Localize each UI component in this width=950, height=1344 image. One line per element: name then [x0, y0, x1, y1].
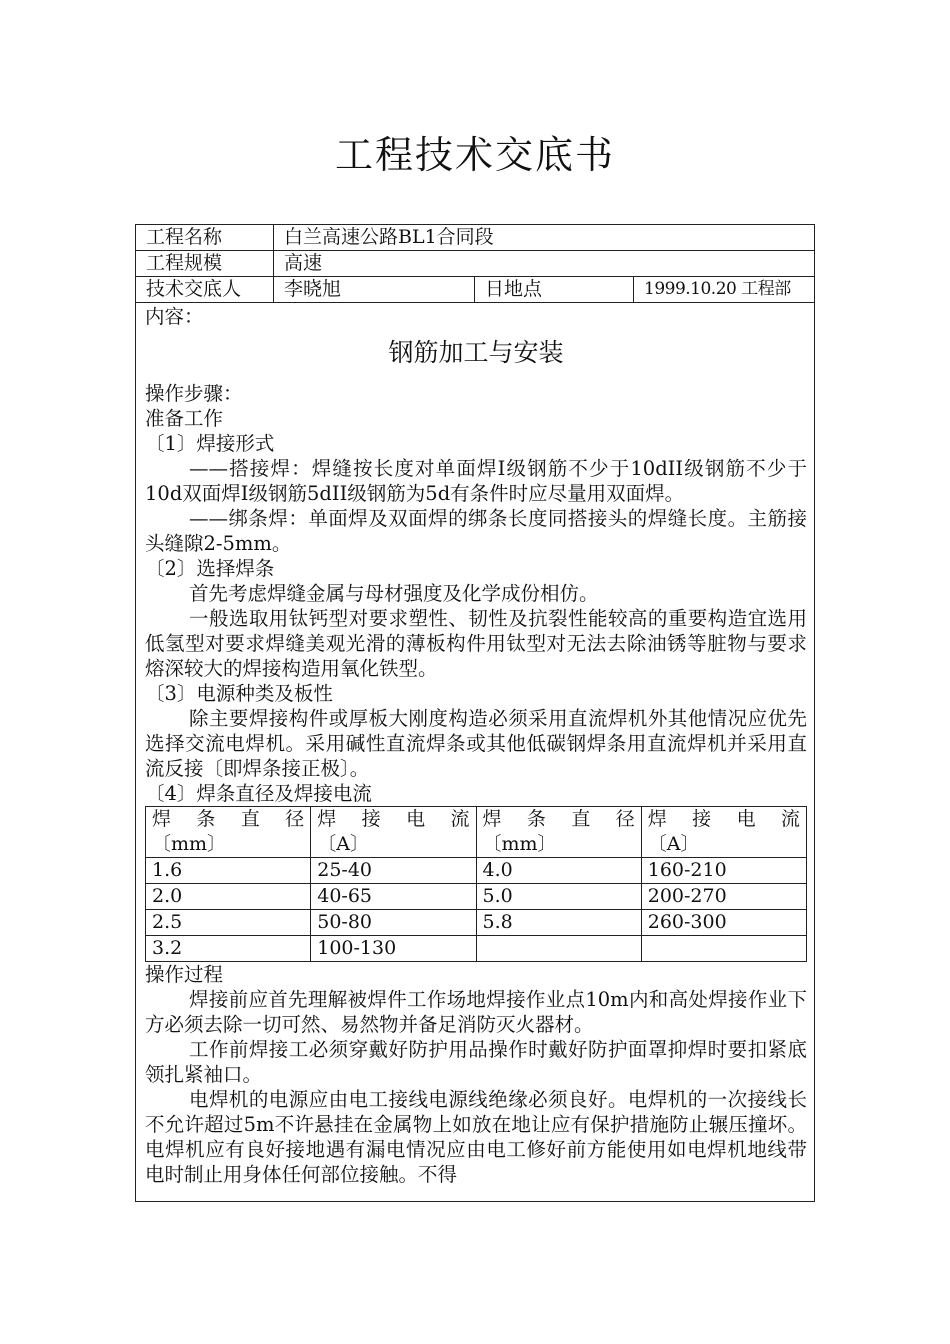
table-cell — [476, 936, 641, 962]
table-cell: 25-40 — [311, 858, 476, 884]
project-name-value: 白兰高速公路BL1合同段 — [284, 226, 494, 248]
step-4-title: 〔4〕焊条直径及焊接电流 — [145, 782, 372, 805]
table-cell: 100-130 — [311, 936, 476, 962]
step-1-paragraph-1: ——搭接焊：焊缝按长度对单面焊I级钢筋不少于10dII级钢筋不少于10d双面焊I级钢筋5dII级钢筋为5d有条件时应尽量用双面焊。 — [145, 457, 807, 505]
step-3-title: 〔3〕电源种类及板性 — [145, 682, 333, 705]
presenter-value: 李晓旭 — [284, 278, 342, 300]
table-cell: 5.0 — [476, 884, 641, 910]
project-name-label: 工程名称 — [146, 226, 223, 248]
header-text: 焊接电流 — [647, 808, 800, 830]
step-2-title: 〔2〕选择焊条 — [145, 557, 275, 580]
table-cell: 1.6 — [146, 858, 311, 884]
table-row — [146, 910, 807, 936]
table-cell: 40-65 — [311, 884, 476, 910]
electrode-current-table — [145, 806, 807, 962]
header-unit: 〔mm〕 — [482, 833, 557, 855]
table-row — [146, 858, 807, 884]
step-1-paragraph-2: ——绑条焊：单面焊及双面焊的绑条长度同搭接头的焊缝长度。主筋接头缝隙2-5mm。 — [145, 507, 807, 555]
header-row-project-name — [136, 225, 814, 251]
content-label: 内容： — [145, 305, 204, 328]
document-title: 工程技术交底书 — [334, 133, 615, 177]
presenter-label: 技术交底人 — [146, 278, 242, 300]
table-header-cell — [146, 807, 311, 858]
header-text: 焊接电流 — [317, 808, 470, 830]
steps-label: 操作步骤： — [145, 382, 243, 405]
table-cell — [641, 936, 806, 962]
process-paragraph-2: 工作前焊接工必须穿戴好防护用品操作时戴好防护面罩抑焊时要扣紧底领扎紧袖口。 — [145, 1038, 807, 1086]
table-cell: 200-270 — [641, 884, 806, 910]
process-paragraph-1: 焊接前应首先理解被焊件工作场地焊接作业点10m内和高处焊接作业下方必须去除一切可然、易然物并备足消防灭火器材。 — [145, 988, 807, 1036]
step-2-paragraph-2: 一般选取用钛钙型对要求塑性、韧性及抗裂性能较高的重要构造宜选用低氢型对要求焊缝美观光滑的薄板构件用钛型对无法去除油锈等脏物与要求熔深较大的焊接构造用氧化铁型。 — [145, 607, 807, 680]
table-header-row — [146, 807, 807, 858]
date-place-label: 日地点 — [485, 278, 543, 300]
process-paragraph-3: 电焊机的电源应由电工接线电源线绝缘必须良好。电焊机的一次接线长不允许超过5m不许悬挂在金属物上如放在地让应有保护措施防止辗压撞坏。电焊机应有良好接地遇有漏电情况应由电工修好前方能使用如电焊机地线带电时制止用身体任何部位接触。不得 — [145, 1088, 807, 1186]
table-header-cell — [311, 807, 476, 858]
table-row — [146, 884, 807, 910]
step-3-paragraph-1: 除主要焊接构件或厚板大刚度构造必须采用直流焊机外其他情况应优先选择交流电焊机。采用碱性直流焊条或其他低碳钢焊条用直流焊机并采用直流反接〔即焊条接正极〕。 — [145, 707, 807, 780]
table-cell: 50-80 — [311, 910, 476, 936]
header-text: 焊条直径 — [482, 808, 635, 830]
table-header-cell — [641, 807, 806, 858]
disclosure-form — [135, 224, 815, 1202]
table-cell: 3.2 — [146, 936, 311, 962]
content-body — [145, 304, 807, 1187]
table-cell: 5.8 — [476, 910, 641, 936]
table-cell: 4.0 — [476, 858, 641, 884]
table-cell: 260-300 — [641, 910, 806, 936]
date-place-value: 1999.10.20 工程部 — [644, 279, 791, 299]
header-unit: 〔A〕 — [317, 833, 369, 855]
header-unit: 〔mm〕 — [152, 833, 227, 855]
table-cell: 2.5 — [146, 910, 311, 936]
step-2-paragraph-1: 首先考虑焊缝金属与母材强度及化学成份相仿。 — [189, 582, 599, 605]
header-text: 焊条直径 — [152, 808, 305, 830]
section-heading: 钢筋加工与安装 — [388, 338, 564, 367]
prep-label: 准备工作 — [145, 407, 224, 430]
header-unit: 〔A〕 — [647, 833, 700, 855]
table-header-cell — [476, 807, 641, 858]
step-1-title: 〔1〕焊接形式 — [145, 432, 275, 455]
header-row-scale — [136, 251, 814, 277]
table-cell: 2.0 — [146, 884, 311, 910]
table-row — [146, 936, 807, 962]
scale-label: 工程规模 — [146, 252, 223, 274]
table-cell: 160-210 — [641, 858, 806, 884]
process-label: 操作过程 — [145, 963, 224, 986]
header-row-presenter — [136, 277, 814, 303]
scale-value: 高速 — [284, 252, 323, 274]
